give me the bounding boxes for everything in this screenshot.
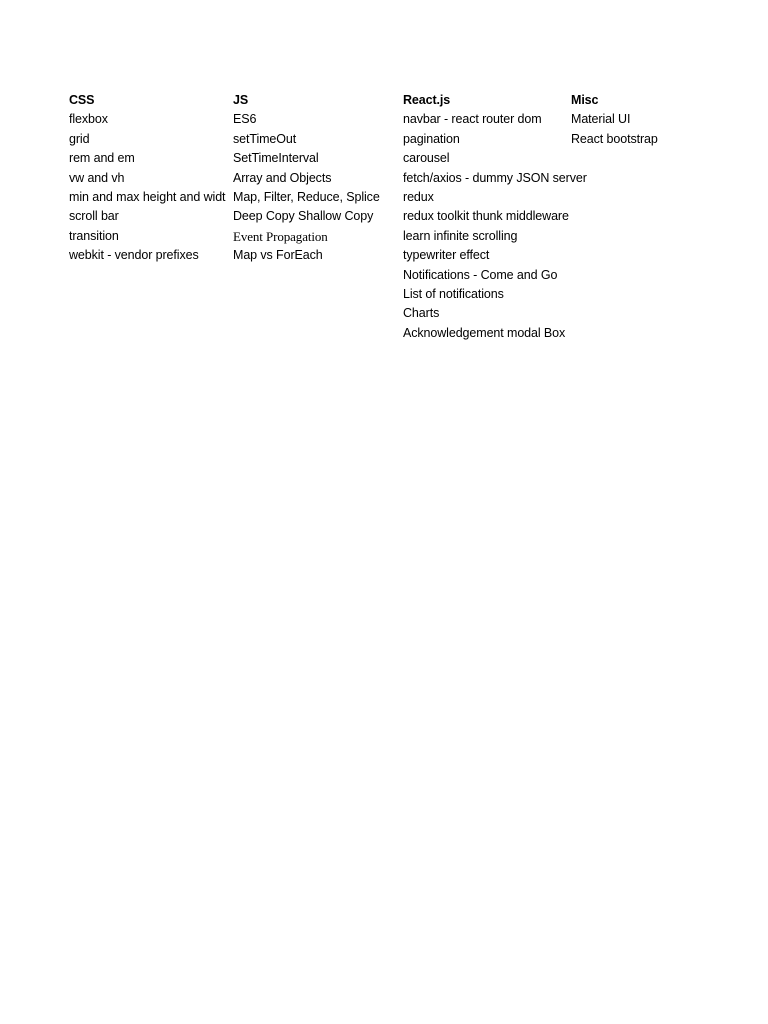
css-item: rem and em (69, 151, 135, 166)
css-column (69, 91, 233, 266)
misc-item: Material UI (571, 112, 631, 127)
react-item: pagination (403, 131, 460, 146)
css-item: transition (69, 228, 119, 243)
react-item: typewriter effect (403, 248, 490, 263)
react-item: Acknowledgement modal Box (403, 325, 566, 340)
js-column (233, 91, 403, 266)
react-item: fetch/axios - dummy JSON server (403, 170, 587, 185)
css-item: vw and vh (69, 170, 125, 185)
react-item: redux toolkit thunk middleware (403, 209, 569, 224)
js-item: SetTimeInterval (233, 151, 319, 166)
react-item: Charts (403, 306, 440, 321)
js-item: Map vs ForEach (233, 248, 323, 263)
css-item: flexbox (69, 112, 108, 127)
react-item: carousel (403, 151, 450, 166)
misc-column-header: Misc (571, 93, 599, 107)
js-item: setTimeOut (233, 131, 297, 146)
misc-item: React bootstrap (571, 131, 658, 146)
css-item: min and max height and widt (69, 189, 226, 204)
css-item: grid (69, 131, 90, 146)
js-item: Deep Copy Shallow Copy (233, 209, 374, 224)
css-column-header: CSS (69, 93, 95, 107)
react-item: learn infinite scrolling (403, 228, 518, 243)
react-item: Notifications - Come and Go (403, 267, 558, 282)
js-item: ES6 (233, 112, 257, 127)
react-column (403, 91, 593, 343)
js-item: Map, Filter, Reduce, Splice (233, 189, 380, 204)
misc-column (571, 91, 751, 149)
css-item: webkit - vendor prefixes (69, 248, 199, 263)
js-item: Event Propagation (233, 228, 328, 244)
js-column-header: JS (233, 93, 249, 107)
react-item: redux (403, 189, 434, 204)
js-item: Array and Objects (233, 170, 332, 185)
react-item: List of notifications (403, 286, 504, 301)
react-column-header: React.js (403, 93, 451, 107)
react-item: navbar - react router dom (403, 112, 542, 127)
css-item: scroll bar (69, 209, 119, 224)
